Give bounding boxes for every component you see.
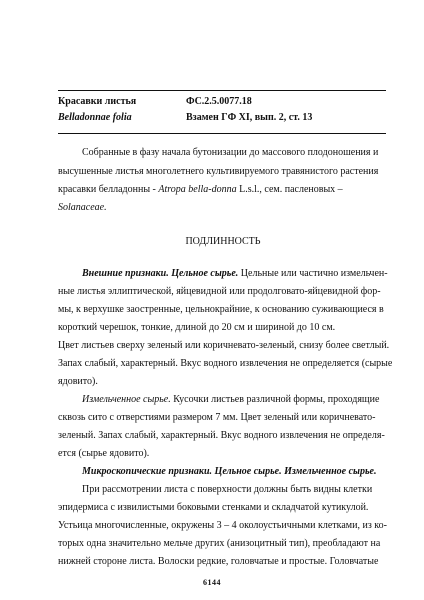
intro-line-3-tail: L.s.l., сем. пасленовых – <box>236 184 343 195</box>
crushed-heading: Измельченное сырье. <box>82 394 171 405</box>
page-number: 6144 <box>203 578 221 587</box>
monograph-code: ФС.2.5.0077.18 <box>186 96 252 107</box>
micro-line-5: нижней стороне листа. Волоски редкие, головчатые и простые. Головчатые <box>58 556 379 567</box>
header-bottom-rule <box>58 133 386 134</box>
external-line-3: мы, к верхушке заостренные, цельнокрайние, к основанию суживающиеся в <box>58 304 384 315</box>
external-line-5: Цвет листьев сверху зеленый или коричневато-зеленый, снизу более светлый. <box>58 340 390 351</box>
crushed-line-2: сквозь сито с отверстиями размером 7 мм. Цвет зеленый или коричневато- <box>58 412 376 423</box>
intro-line-2: высушенные листья многолетнего культивируемого травянистого растения <box>58 166 379 177</box>
micro-line-3: Устьица многочисленные, окружены 3 – 4 околоустьичными клетками, из ко- <box>58 520 387 531</box>
external-line-6: Запах слабый, характерный. Вкус водного извлечения не определяется (сырые <box>58 358 393 369</box>
header-top-rule <box>58 90 386 91</box>
external-line-4: короткий черешок, тонкие, длиной до 20 см и шириной до 10 см. <box>58 322 336 333</box>
section-title: ПОДЛИННОСТЬ <box>185 236 261 247</box>
crushed-line-4: ется (сырье ядовито). <box>58 448 150 459</box>
micro-line-4: торых одна значительно мельче других (анизоцитный тип), преобладают на <box>58 538 381 549</box>
external-line-7: ядовито). <box>58 376 98 387</box>
crushed-line-1-text: Кусочки листьев различной формы, проходящие <box>170 394 380 405</box>
intro-line-1: Собранные в фазу начала бутонизации до массового плодоношения и <box>82 147 379 158</box>
family-latin-name: Solanaceae. <box>58 202 107 213</box>
external-line-1 <box>58 268 388 280</box>
intro-line-3-text: красавки белладонны - <box>58 184 159 195</box>
micro-line-1: При рассмотрении листа с поверхности должны быть видны клетки <box>82 484 373 495</box>
external-line-1-text: Цельные или частично измельчен- <box>238 268 388 279</box>
micro-heading: Микроскопические признаки. Цельное сырье. Измельченное сырье. <box>82 466 377 477</box>
crushed-line-1 <box>58 394 388 406</box>
external-line-2: ные листья эллиптической, яйцевидной или продолговато-яйцевидной фор- <box>58 286 381 297</box>
micro-line-2: эпидермиса с извилистыми боковыми стенками и складчатой кутикулой. <box>58 502 369 513</box>
monograph-replaces: Взамен ГФ XI, вып. 2, ст. 13 <box>186 112 313 123</box>
intro-line-3 <box>58 184 388 196</box>
monograph-title: Красавки листья <box>58 96 137 107</box>
monograph-latin-name: Belladonnae folia <box>58 112 132 123</box>
external-heading: Внешние признаки. Цельное сырье. <box>82 268 239 279</box>
crushed-line-3: зеленый. Запах слабый, характерный. Вкус водного извлечения не определя- <box>58 430 385 441</box>
species-latin-name: Atropa bella-donna <box>158 184 237 195</box>
